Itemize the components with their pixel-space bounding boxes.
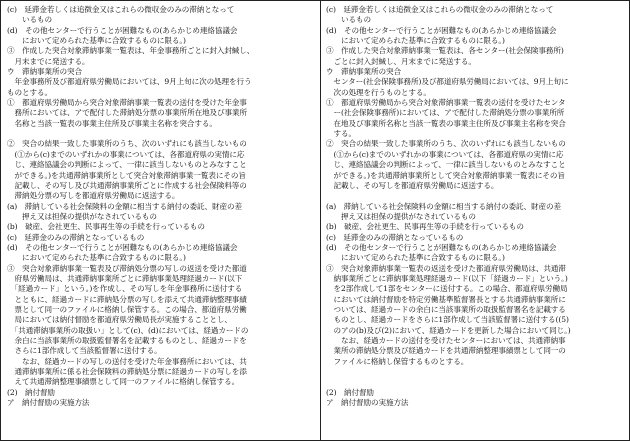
text-line: ③ 作成した突合対象滞納事業一覧表は、年金事務所ごとに封入封緘し、: [7, 46, 255, 56]
text-line: ファイルに格納し保管するものとする。: [326, 356, 469, 366]
text-line: ① 都道府県労働局から突合対象滞納事業一覧表の送付を受けたセンタ: [326, 98, 566, 108]
text-line: (2) 納付督励: [326, 387, 374, 397]
text-line: いるもの: [7, 15, 52, 25]
text-line: 年金事務所及び都道府県労働局においては、9月上旬に次の処理を行う: [7, 77, 252, 87]
text-line: えて共通滞納整理事績票として同一のファイルに格納し保管する。: [7, 377, 240, 387]
text-line: (a) 滞納している社会保険料の金額に相当する納付の委託、財産の差: [7, 201, 242, 211]
text-line: 府県労働局は、共通滞納事業所ごとに滞納事業処理経過カード(以下: [7, 273, 243, 283]
text-line: において定められた基準に合致するものに限る。): [7, 36, 186, 46]
text-line: において定められた基準に合致するものに限る。): [326, 253, 505, 263]
text-line: (a) 滞納している社会保険料の金額に相当する納付の委託、財産の差: [326, 201, 561, 211]
text-line: 票として同一のファイルに格納し保管する。この場合、都道府県労働: [7, 304, 247, 314]
text-line: ウ 滞納事業所の突合: [326, 67, 401, 77]
text-line: ③ 突合対象滞納事業一覧表及び滞納処分票の写しの返送を受けた都道: [7, 263, 247, 273]
text-line: 納事業所ごとに滞納事業処理経過カード(以下「経過カード」という。): [326, 273, 568, 283]
text-line: (①から(c)までのいずれかの事業については、各都道府県の実情に応: [326, 149, 564, 159]
text-line: する。: [326, 129, 356, 139]
text-line: (c) 延滞金若しくは追徴金又はこれらの微収金のみの滞納となって: [326, 5, 554, 14]
text-line: ① 都道府県労働局から突合対象滞納事業一覧表の送付を受けた年金事: [7, 98, 247, 108]
text-line: 余白に当該事業所の取扱監督署名を記載するものとし、経過カードを: [7, 336, 247, 345]
right-column: [326, 5, 626, 408]
text-line: ものとする。: [7, 87, 52, 97]
text-line: (d) その他センターで行うことが困難なもの(あらかじめ連絡協議会: [7, 242, 238, 252]
text-line: ウ 滞納事業所の突合: [7, 67, 82, 77]
text-line: 務所においては、アで配付した滞納処分票の事業所所在地及び事業所: [7, 108, 248, 118]
text-line: (①から(c)までのいずれかの事業については、各都道府県の実情に応: [7, 149, 245, 159]
text-line: ついては、経過カードの余白に当該事業所の取扱監督署名を記載する: [326, 304, 566, 314]
text-line: (d) その他センターで行うことが困難なもの(あらかじめ連絡協議会: [7, 25, 238, 35]
text-line: ② 突合の結果一致した事業所のうち、次のいずれにも該当しないもの: [326, 139, 566, 149]
text-line: なお、経過カードの送付を受けたセンターにおいては、共通滞納事: [326, 336, 566, 345]
text-line: ③ 突合対象滞納事業一覧表の返送を受けた都道府県労働局は、共通滞: [326, 263, 566, 273]
text-line: (2) 納付督励: [7, 387, 55, 397]
text-line: とともに、経過カードに滞納処分票の写しを添えて共通滞納整理事績: [7, 294, 247, 304]
text-line: 滞納処分票の写しを都道府県労働局に返送する。: [7, 191, 180, 201]
text-line: を2部作成して1部をセンターに送付する。この場合、都道府県労働局: [326, 284, 568, 294]
text-line: センター(社会保険事務所)及び都道府県労働局においては、9月上旬に: [326, 77, 569, 87]
text-line: 在地及び事業所名称と当該一覧表の事業主住所及び事業主名称を突合: [326, 118, 566, 128]
text-line: ③ 作成した突合対象滞納事業一覧表は、各センター(社会保険事務所): [326, 46, 564, 56]
text-line: 名称と当該一覧表の事業主住所及び事業主名称を突合する。: [7, 118, 217, 128]
text-line: [326, 377, 626, 387]
text-line: さらに1部作成して当該監督署に送付する。: [7, 346, 162, 356]
text-line: において定められた基準に合致するものに限る。): [326, 36, 505, 46]
text-line: 「経過カード」という。)を作成し、その写しを年金事務所に送付する: [7, 284, 243, 294]
text-line: ー(社会保険事務所)においては、アで配付した滞納処分票の事業所所: [326, 108, 565, 118]
text-line: 局においては納付督励を都道府県労働局長が実施することとし、: [7, 315, 232, 325]
text-line: (b) 破産、会社更生、民事再生等の手続を行っているもの: [7, 222, 205, 232]
text-line: 押え又は担保の提供がなされているもの: [7, 211, 157, 221]
text-line: (c) 延滞金のみの滞納となっているもの: [326, 232, 464, 242]
text-line: ものとし、経過カードをさらに1部作成して当該監督署に送付する((5): [326, 315, 569, 325]
text-line: においては納付督励を特定労働基準監督署長とする共通滞納事業所に: [326, 294, 566, 304]
text-line: 通滞納事業所に係る社会保険料の滞納処分票に経過カードの写しを添: [7, 367, 247, 377]
text-line: 次の処理を行うものとする。: [326, 87, 431, 97]
text-line: 月末までに発送する。: [7, 56, 90, 66]
text-line: のアの(b)及び(2)において、経過カードを更新した場合において同じ。): [326, 325, 571, 335]
text-line: (d) その他センターで行うことが困難なもの(あらかじめ連絡協議会: [326, 25, 557, 35]
left-column: [7, 5, 307, 408]
text-line: 押え又は担保の提供がなされているもの: [326, 211, 476, 221]
text-line: 業所の滞納処分票及び経過カードを共通滞納整理事績票として同一の: [326, 346, 566, 356]
text-line: いるもの: [326, 15, 371, 25]
text-line: (b) 破産、会社更生、民事再生等の手続を行っているもの: [326, 222, 524, 232]
text-line: 「共通滞納事業所の取扱い」として(c)、(d)においては、経過カードの: [7, 325, 249, 335]
text-line: なお、経過カードの写しの送付を受けた年金事務所においては、共: [7, 356, 247, 366]
text-line: じ、連絡協議会の判断によって、一律に該当しないものとみなすこと: [326, 160, 566, 170]
column-divider: [320, 1, 321, 440]
text-line: (c) 延滞金若しくは追徴金又はこれらの微収金のみの滞納となって: [7, 5, 235, 14]
text-line: 記載し、その写し及び共通滞納事業所ごとに作成する社会保険料等の: [7, 180, 247, 190]
text-line: において定められた基準に合致するものに限る。): [7, 253, 186, 263]
text-line: [326, 191, 626, 201]
text-line: ア 納付督励の実施方法: [326, 398, 409, 408]
text-line: 記載し、その写しを都道府県労働局に返送する。: [326, 180, 499, 190]
text-line: ② 突合の結果一致した事業所のうち、次のいずれにも該当しないもの: [7, 139, 247, 149]
text-line: [7, 129, 307, 139]
text-line: ごとに封入封緘し、月末までに発送する。: [326, 56, 476, 66]
text-line: ができる。)を共通滞納事業所として突合対象滞納事業一覧表にその旨: [7, 170, 246, 180]
text-line: [326, 367, 626, 377]
text-line: (c) 延滞金のみの滞納となっているもの: [7, 232, 145, 242]
text-line: ア 納付督励の実施方法: [7, 398, 90, 408]
text-line: ができる。)を共通滞納事業所として突合対象滞納事業一覧表にその旨: [326, 170, 565, 180]
text-line: (d) その他センターで行うことが困難なもの(あらかじめ連絡協議会: [326, 242, 557, 252]
text-line: じ、連絡協議会の判断によって、一律に該当しないものとみなすこと: [7, 160, 247, 170]
